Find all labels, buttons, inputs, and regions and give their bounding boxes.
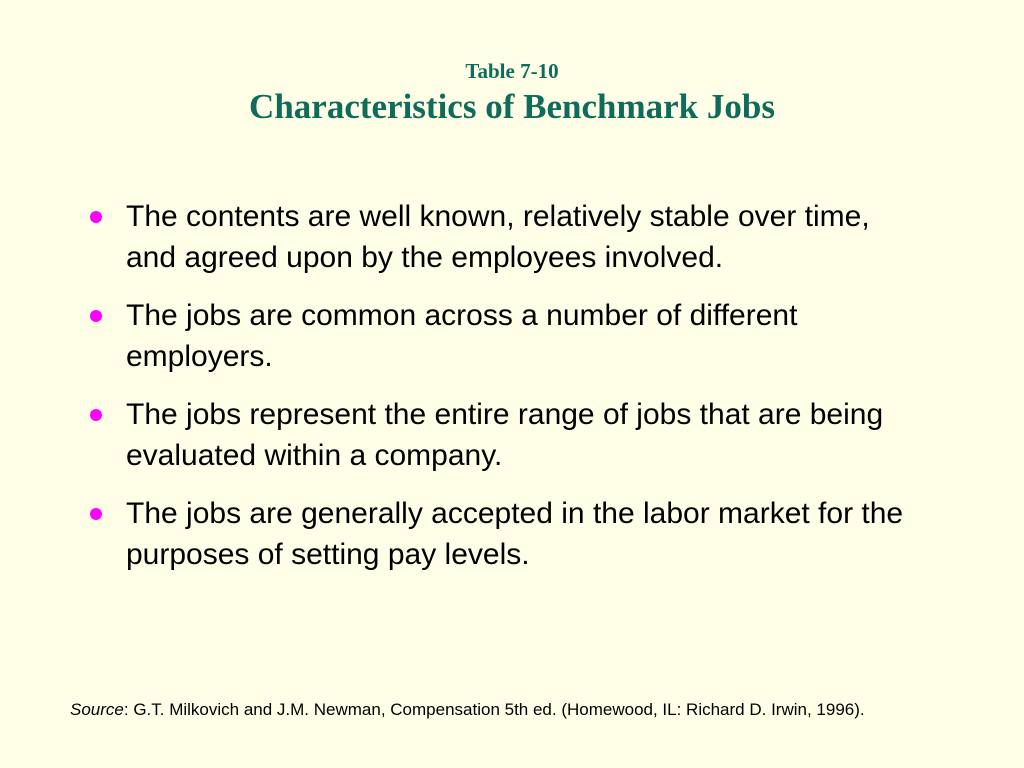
bullet-item [86,394,926,476]
bullet-item [86,196,926,278]
bullet-dot-icon [90,211,102,223]
bullet-text: The contents are well known, relatively stable over time, and agreed upon by the employees involved. [126,200,870,274]
bullet-text: The jobs represent the entire range of jobs that are being evaluated within a company. [126,398,884,472]
bullet-text: The jobs are common across a number of different employers. [126,299,798,373]
slide-title: Characteristics of Benchmark Jobs [249,87,775,126]
bullet-dot-icon [90,310,102,322]
source-label: Source [70,700,124,719]
title-block [0,58,1024,128]
bullet-dot-icon [90,508,102,520]
bullet-dot-icon [90,409,102,421]
bullet-item [86,493,926,575]
bullet-item [86,295,926,377]
table-number: Table 7-10 [465,59,559,83]
bullet-text: The jobs are generally accepted in the labor market for the purposes of setting pay levels. [126,497,904,571]
source-citation [70,699,1010,721]
bullet-list [86,196,926,592]
source-text: : G.T. Milkovich and J.M. Newman, Compensation 5th ed. (Homewood, IL: Richard D. Irwin, 1996). [123,700,865,719]
